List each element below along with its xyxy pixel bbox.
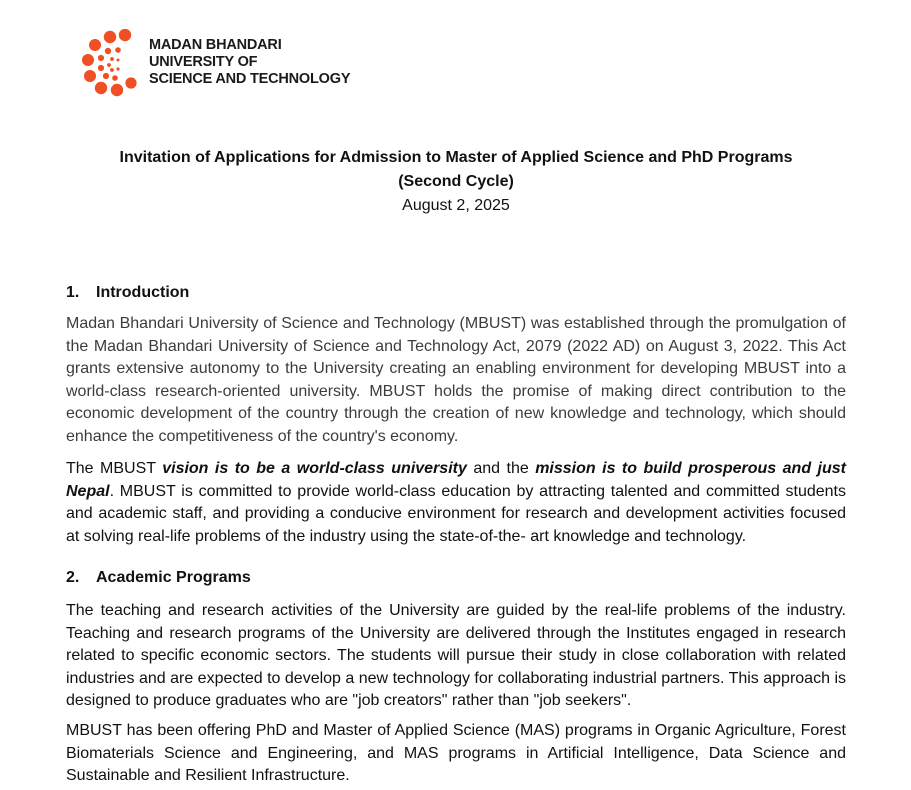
mbust-logo-icon (82, 29, 142, 97)
vision-suffix: . MBUST is committed to provide world-class education by attracting talented and committed students and academic staff, and providing a conducive environment for research and development activities focused at solving real-life problems of the industry using the state-of-the- art knowledge and technology. (66, 482, 846, 545)
vision-statement: vision is to be a world-class university (162, 460, 467, 477)
section-heading-introduction (66, 282, 189, 304)
logo-line-2: UNIVERSITY OF (149, 54, 258, 70)
academic-programs-paragraph: The teaching and research activities of the University are guided by the real-life problems of the industry. Teaching and research programs of the University are delivered through the Institutes engaged in research related to specific economic sectors. The students will pursue their study in close collaboration with related industries and are expected to develop a new technology for collaborating industrial partners. This approach is designed to produce graduates who are "job creators" rather than "job seekers". (66, 602, 846, 709)
vision-prefix: The MBUST (66, 460, 163, 477)
vision-mission-paragraph (66, 458, 846, 548)
section-heading-academic-programs (66, 567, 251, 589)
logo-line-1: MADAN BHANDARI (149, 37, 282, 53)
document-title: Invitation of Applications for Admission to Master of Applied Science and PhD Programs (119, 149, 793, 166)
section-number: 1. (66, 284, 80, 301)
logo-line-3: SCIENCE AND TECHNOLOGY (149, 71, 351, 87)
section-title: Introduction (96, 284, 190, 301)
university-name (149, 37, 350, 88)
program-offerings-paragraph: MBUST has been offering PhD and Master of Applied Science (MAS) programs in Organic Agriculture, Forest Biomaterials Science and Engineering, and MAS programs in Artificial Intelligence, Data Science and Sustainable and Resilient Infrastructure. (66, 722, 846, 784)
section-number: 2. (66, 569, 80, 586)
document-date: August 2, 2025 (402, 197, 510, 214)
mission-statement: mission is to build prosperous and just Nepal (66, 460, 847, 500)
document-title-block (66, 146, 846, 217)
section-title: Academic Programs (96, 569, 251, 586)
intro-paragraph: Madan Bhandari University of Science and Technology (MBUST) was established through the promulgation of the Madan Bhandari University of Science and Technology Act, 2079 (2022 AD) on August 3, 2022. This Act grants extensive autonomy to the University creating an enabling environment for developing MBUST into a world-class research-oriented university. MBUST holds the promise of making direct contribution to the economic development of the country through the creation of new knowledge and technology, which should enhance the competitiveness of the country's economy. (66, 315, 846, 445)
document-subtitle: (Second Cycle) (398, 173, 514, 190)
university-logo (82, 29, 350, 97)
vision-middle: and the (466, 460, 536, 477)
